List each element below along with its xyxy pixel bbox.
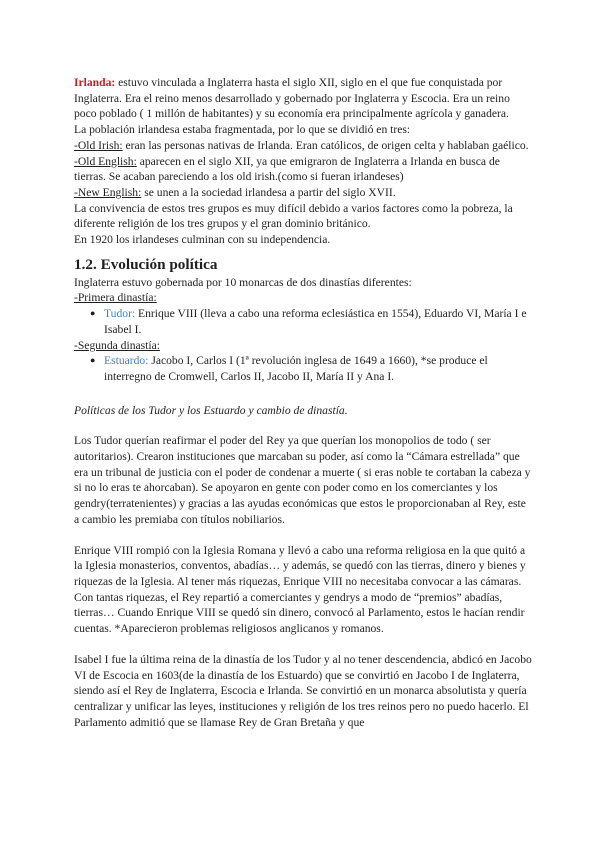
group-text: aparecen en el siglo XII, ya que emigraron de Inglaterra a Irlanda en busca de tierras. Se acaban pareciendo a los old irish.(como si fueran irlandeses) (74, 154, 500, 184)
dynasty-name: Estuardo: (104, 354, 149, 368)
dynasty-label-second: -Segunda dinastía: (74, 338, 160, 352)
group-term: -New English: (74, 185, 142, 199)
group-old-english (74, 154, 532, 185)
dynasty-text: Enrique VIII (lleva a cabo una reforma eclesiástica en 1554), Eduardo VI, María I e Isabel I. (104, 307, 527, 336)
fragment-sentence: La población irlandesa estaba fragmentada, por lo que se dividió en tres: (74, 123, 411, 137)
section-intro: Inglaterra estuvo gobernada por 10 monarcas de dos dinastías diferentes: (74, 275, 412, 289)
group-term: -Old English: (74, 154, 137, 168)
group-old-irish (74, 138, 532, 154)
convivencia-paragraph: La convivencia de estos tres grupos es muy difícil debido a varios factores como la pobreza, la diferente religión de los tres grupos y el gran dominio británico. (74, 201, 513, 231)
dynasty-label-first: -Primera dinastía: (74, 291, 157, 305)
intro-paragraph (74, 75, 532, 122)
dynasty-list-first (74, 306, 532, 337)
independence-sentence: En 1920 los irlandeses culminan con su independencia. (74, 233, 331, 247)
subtitle: Políticas de los Tudor y los Estuardo y cambio de dinastía. (74, 403, 348, 417)
dynasty-name: Tudor: (104, 307, 136, 321)
body-paragraph-tudor: Los Tudor querían reafirmar el poder del Rey ya que querían los monopolios de todo ( ser autoritarios). Crearon instituciones que marcaban su poder, así como la “Cámara estrellada” que era un tribunal de justicia con el poder de condenar a muerte ( si eras noble te cortaban la cabeza y si no lo eras te ahorcaban). Se apoyaron en gente con poder como en los comerciantes y los gendry(terratenientes) y gracias a las ayudas económicas que estos le proporcionaban al Rey, este a cambio les premiaba con títulos nobiliarios. (74, 434, 531, 526)
group-new-english (74, 185, 532, 201)
group-term: -Old Irish: (74, 138, 123, 152)
body-paragraph-enrique: Enrique VIII rompió con la Iglesia Romana y llevó a cabo una reforma religiosa en la que quitó a la Iglesia monasterios, conventos, abadías… y además, se quedó con las tierras, dinero y bienes y riquezas de la Iglesia. Al tener más riquezas, Enrique VIII no necesitaba convocar a las cámaras. Con tantas riquezas, el Rey repartió a comerciantes y gendrys a modo de “premios” abadías, tierras… Cuando Enrique VIII se quedó sin dinero, convocó al Parlamento, estos le hacían rendir cuentas. *Aparecieron problemas religiosos anglicanos y romanos. (74, 543, 526, 636)
group-text: eran las personas nativas de Irlanda. Eran católicos, de origen celta y hablaban gaélico. (122, 138, 529, 152)
body-paragraph-isabel: Isabel I fue la última reina de la dinastía de los Tudor y al no tener descendencia, abdicó en Jacobo VI de Escocia en 1603(de la dinastía de los Estuardo) que se convirtió en Jacobo I de Inglaterra, siendo así el Rey de Inglaterra, Escocia e Irlanda. Se convirtió en un monarca absolutista y quería centralizar y unificar las leyes, instituciones y religión de los tres reinos pero no puedo hacerlo. El Parlamento admitió que se llamase Rey de Gran Bretaña y que (74, 652, 532, 729)
irlanda-heading: Irlanda: (74, 76, 116, 89)
dynasty-list-second (74, 353, 532, 384)
group-text: se unen a la sociedad irlandesa a partir del siglo XVII. (141, 185, 396, 199)
list-item (90, 306, 532, 337)
intro-text: estuvo vinculada a Inglaterra hasta el siglo XII, siglo en el que fue conquistada por Inglaterra. Era el reino menos desarrollado y gobernado por Inglaterra y Escocia. Era un reino poco poblado ( 1 millón de habitantes) y su economía era principalmente agrícola y ganadera. (74, 76, 510, 121)
section-title: 1.2. Evolución política (74, 255, 218, 273)
dynasty-text: Jacobo I, Carlos I (1ª revolución inglesa de 1649 a 1660), *se produce el interregno de Cromwell, Carlos II, Jacobo II, María II y Ana I. (104, 354, 488, 383)
list-item (90, 353, 532, 384)
